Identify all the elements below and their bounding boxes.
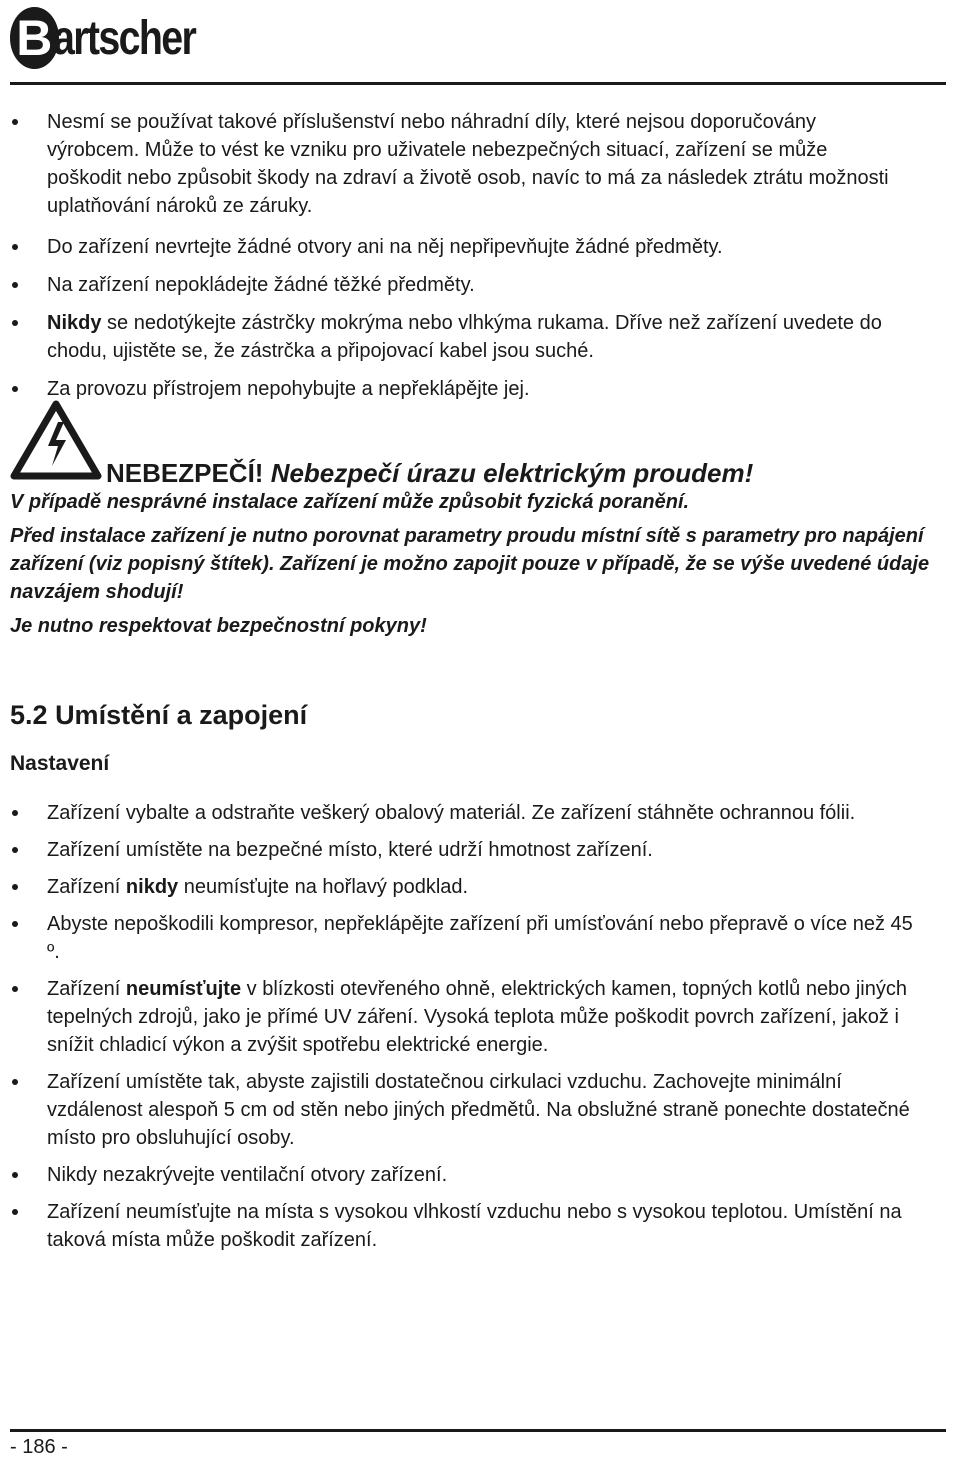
item-text: neumísťujte na hořlavý podklad. xyxy=(178,876,469,898)
header-divider xyxy=(10,82,946,85)
list-item xyxy=(0,271,900,299)
danger-line-1: V případě nesprávné instalace zařízení může způsobit fyzická poranění. xyxy=(10,491,690,513)
list-item xyxy=(0,1198,920,1254)
list-item xyxy=(0,975,920,1059)
page-number: - 186 - xyxy=(10,1436,68,1458)
list-item xyxy=(0,799,920,827)
item-text: Na zařízení nepokládejte žádné těžké předměty. xyxy=(47,274,475,296)
list-item xyxy=(0,873,920,901)
list-item xyxy=(0,836,920,864)
brand-logo xyxy=(10,6,226,70)
item-text: Zařízení xyxy=(47,978,126,1000)
item-text: Zařízení vybalte a odstraňte veškerý obalový materiál. Ze zařízení stáhněte ochrannou fólii. xyxy=(47,802,856,824)
placement-instructions-list xyxy=(0,799,920,1254)
subheading-nastaveni: Nastavení xyxy=(10,752,110,775)
footer-divider xyxy=(10,1429,946,1432)
safety-instructions-list xyxy=(0,108,900,403)
item-text: Nesmí se používat takové příslušenství nebo náhradní díly, které nejsou doporučovány výrobcem. Může to vést ke vzniku pro uživatele nebezpečných situací, zařízení se může poškodit nebo způsobit škody na zdraví a životě osob, navíc to má za následek ztrátu možnosti uplatňování nároků ze záruky. xyxy=(47,111,889,217)
emphasis-text: Nikdy xyxy=(47,312,102,334)
danger-line-last: Je nutno respektovat bezpečnostní pokyny! xyxy=(10,615,427,637)
list-item xyxy=(0,1161,920,1189)
emphasis-text: neumísťujte xyxy=(125,978,242,1000)
emphasis-text: nikdy xyxy=(125,876,179,898)
item-text: v blízkosti otevřeného ohně, elektrických kamen, topných kotlů nebo jiných tepelných zdrojů, jako je přímé UV záření. Vysoká teplota může poškodit povrch zařízení, jakož i snížit chladicí výkon a zvýšit spotřebu elektrické energie. xyxy=(47,978,907,1056)
list-item xyxy=(0,375,900,403)
list-item xyxy=(0,108,900,220)
item-text: Za provozu přístrojem nepohybujte a nepřeklápějte jej. xyxy=(47,378,530,400)
list-item xyxy=(0,1068,920,1152)
list-item xyxy=(0,910,920,966)
list-item xyxy=(0,233,900,261)
item-text: Zařízení umístěte tak, abyste zajistili dostatečnou cirkulaci vzduchu. Zachovejte minimální vzdálenost alespoň 5 cm od stěn nebo jiných předmětů. Na obslužné straně ponechte dostatečné místo pro obsluhující osoby. xyxy=(47,1071,910,1149)
high-voltage-warning-icon xyxy=(10,400,102,480)
logo-wordmark: artscher xyxy=(52,11,195,65)
item-text: Abyste nepoškodili kompresor, nepřeklápějte zařízení při umísťování nebo přepravě o více než 45 º. xyxy=(47,913,913,963)
item-text: Do zařízení nevrtejte žádné otvory ani na něj nepřipevňujte žádné předměty. xyxy=(47,236,723,258)
item-text: Zařízení umístěte na bezpečné místo, které udrží hmotnost zařízení. xyxy=(47,839,653,861)
list-item xyxy=(0,309,900,365)
item-text: Nikdy nezakrývejte ventilační otvory zařízení. xyxy=(47,1164,448,1186)
item-text: Zařízení neumísťujte na místa s vysokou vlhkostí vzduchu nebo s vysokou teplotou. Umístění na taková místa může poškodit zařízení. xyxy=(47,1201,902,1251)
logo-badge: B xyxy=(10,7,59,69)
danger-title: NEBEZPEČÍ! Nebezpečí úrazu elektrickým proudem! xyxy=(106,458,754,488)
section-heading: 5.2 Umístění a zapojení xyxy=(10,700,308,730)
danger-paragraph: Před instalace zařízení je nutno porovnat parametry proudu místní sítě s parametry pro napájení zařízení (viz popisný štítek). Zařízení je možno zapojit pouze v případě, že se výše uvedené údaje navzájem shodují! xyxy=(10,525,930,603)
item-text: Zařízení xyxy=(47,876,126,898)
item-text: se nedotýkejte zástrčky mokrýma nebo vlhkýma rukama. Dříve než zařízení uvedete do chodu, ujistěte se, že zástrčka a připojovací kabel jsou suché. xyxy=(47,312,882,362)
